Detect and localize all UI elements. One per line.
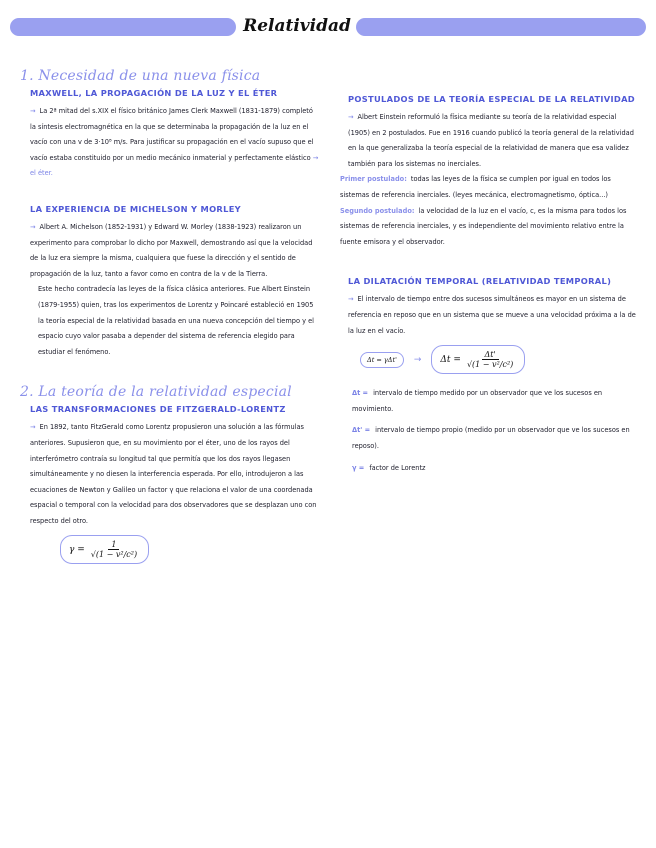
subheading-michelson: LA EXPERIENCIA DE MICHELSON Y MORLEY xyxy=(30,203,241,214)
dilation-short-formula: Δt = γΔt' xyxy=(360,352,404,368)
formula-lhs: γ = xyxy=(69,544,85,555)
arrow-icon: → xyxy=(30,222,36,231)
arrow-icon: → xyxy=(348,113,354,121)
title-decoration-right xyxy=(356,18,646,36)
paragraph-michelson xyxy=(30,220,320,282)
paragraph-text: Albert A. Michelson (1852-1931) y Edward W. Morley (1838-1923) realizaron un experimento para comprobar lo dicho por Maxwell, demostrando así que la velocidad de la luz era siempre la misma, cualquiera que fuese la dirección y el sentido de propagación de la luz, tanto a favor como en contra de la v de la Tierra. xyxy=(30,222,313,278)
paragraph-text: En 1892, tanto FitzGerald como Lorentz propusieron una solución a las fórmulas anteriores. Supusieron que, en su movimiento por el éter, uno de los rayos del interferómetro contraía su longitud tal que permitía que los dos rayos llegasen simultáneamente y no diesen la interferencia esperada. Por ello, introdujeron a las ecuaciones de Newton y Galileo un factor γ que relaciona el valor de una coordenada espacial o temporal con la velocidad para dos observadores que se desplazan uno con respecto del otro. xyxy=(30,423,317,525)
formula-lhs: Δt = xyxy=(440,354,461,365)
title-bar xyxy=(0,16,656,38)
paragraph-maxwell xyxy=(30,104,320,182)
paragraph-text: El intervalo de tiempo entre dos sucesos simultáneos es mayor en un sistema de referencia en reposo que en un sistema que se mueve a una velocidad próxima a la de la luz en el vacío. xyxy=(348,295,636,335)
formula-denominator: √(1 − v²/c²) xyxy=(90,550,138,560)
definition-text: intervalo de tiempo medido por un observador que ve los sucesos en movimiento. xyxy=(352,389,603,413)
paragraph-text: Albert Einstein reformuló la física mediante su teoría de la relatividad especial (1905) en 2 postulados. Fue en 1916 cuando publicó la teoría general de la relatividad en la que generalizaba la teoría especial de la relatividad de manera que esa validez también para los sistemas no inerciales. xyxy=(348,113,634,168)
formula-fraction xyxy=(464,350,516,369)
arrow-right-icon: → xyxy=(413,354,422,365)
dilation-formulas xyxy=(360,345,638,374)
subheading-dilatacion: LA DILATACIÓN TEMPORAL (RELATIVIDAD TEMPORAL) xyxy=(348,276,612,287)
page-title: Relatividad xyxy=(243,16,351,36)
subheading-postulados: POSTULADOS DE LA TEORÍA ESPECIAL DE LA RELATIVIDAD xyxy=(348,94,635,104)
subheading-lorentz: LAS TRANSFORMACIONES DE FITZGERALD-LORENTZ xyxy=(30,404,286,415)
subheading-maxwell: MAXWELL, LA PROPAGACIÓN DE LA LUZ Y EL ÉTER xyxy=(30,88,278,98)
definition-gamma xyxy=(352,461,638,477)
definition-text: intervalo de tiempo propio (medido por un observador que ve los sucesos en reposo). xyxy=(352,426,630,450)
paragraph-postulado-1 xyxy=(340,172,638,203)
definition-delta-t-prime xyxy=(352,423,638,454)
formula-numerator: 1 xyxy=(108,540,119,550)
dilation-formula xyxy=(431,345,525,374)
definition-symbol: γ = xyxy=(352,463,365,472)
definition-delta-t xyxy=(352,386,638,417)
postulado-1-label: Primer postulado: xyxy=(340,175,407,184)
title-decoration-left xyxy=(10,18,236,36)
definition-symbol: Δt = xyxy=(352,389,369,398)
paragraph-text: todas las leyes de la física se cumplen por igual en todos los sistemas de referencia inerciales. (leyes mecánica, electromagnetismo, óptica...) xyxy=(340,175,611,199)
section-title-2: 2. La teoría de la relatividad especial xyxy=(20,384,292,401)
arrow-icon: → xyxy=(30,107,36,115)
highlight-ether: → el éter. xyxy=(30,153,319,178)
paragraph-postulado-2 xyxy=(340,204,638,251)
paragraph-dilatacion xyxy=(348,292,638,339)
section-title-1: 1. Necesidad de una nueva física xyxy=(20,68,261,84)
paragraph-postulados xyxy=(348,110,638,172)
gamma-formula xyxy=(60,535,149,564)
postulado-2-label: Segundo postulado: xyxy=(340,206,415,215)
definition-symbol: Δt' = xyxy=(352,426,371,435)
paragraph-text: la velocidad de la luz en el vacío, c, es la misma para todos los sistemas de referencia inerciales, y es independiente del movimiento relativo entre la fuente emisora y el observador. xyxy=(340,206,627,246)
left-column xyxy=(20,68,320,564)
paragraph-lorentz xyxy=(30,420,320,529)
paragraph-text: La 2ª mitad del s.XIX el físico británico James Clerk Maxwell (1831-1879) completó la síntesis electromagnética en la que se determinaba la propagación de la luz en el vacío con una v de 3·10⁸ m/s. Para justificar su propagación en el vacío supuso que el vacío estaba constituido por un medio mecánico inmaterial y perfectamente elástico xyxy=(30,107,314,162)
formula-denominator: √(1 − v²/c²) xyxy=(466,360,514,370)
arrow-icon: → xyxy=(30,423,36,432)
gamma-formula-wrap xyxy=(60,535,320,564)
right-column xyxy=(338,92,638,482)
paragraph-einstein: Este hecho contradecía las leyes de la física clásica anteriores. Fue Albert Einstein (1879-1955) quien, tras los experimentos de Lorentz y Poincaré estableció en 1905 la teoría especial de la relatividad basada en una nueva concepción del tiempo y el espacio cuyo valor pasaba a depender del sistema de referencia elegido para estudiar el fenómeno. xyxy=(38,285,314,356)
formula-numerator: Δt' xyxy=(482,350,499,360)
arrow-icon: → xyxy=(348,295,354,304)
definition-text: factor de Lorentz xyxy=(369,463,426,472)
formula-fraction xyxy=(88,540,140,559)
